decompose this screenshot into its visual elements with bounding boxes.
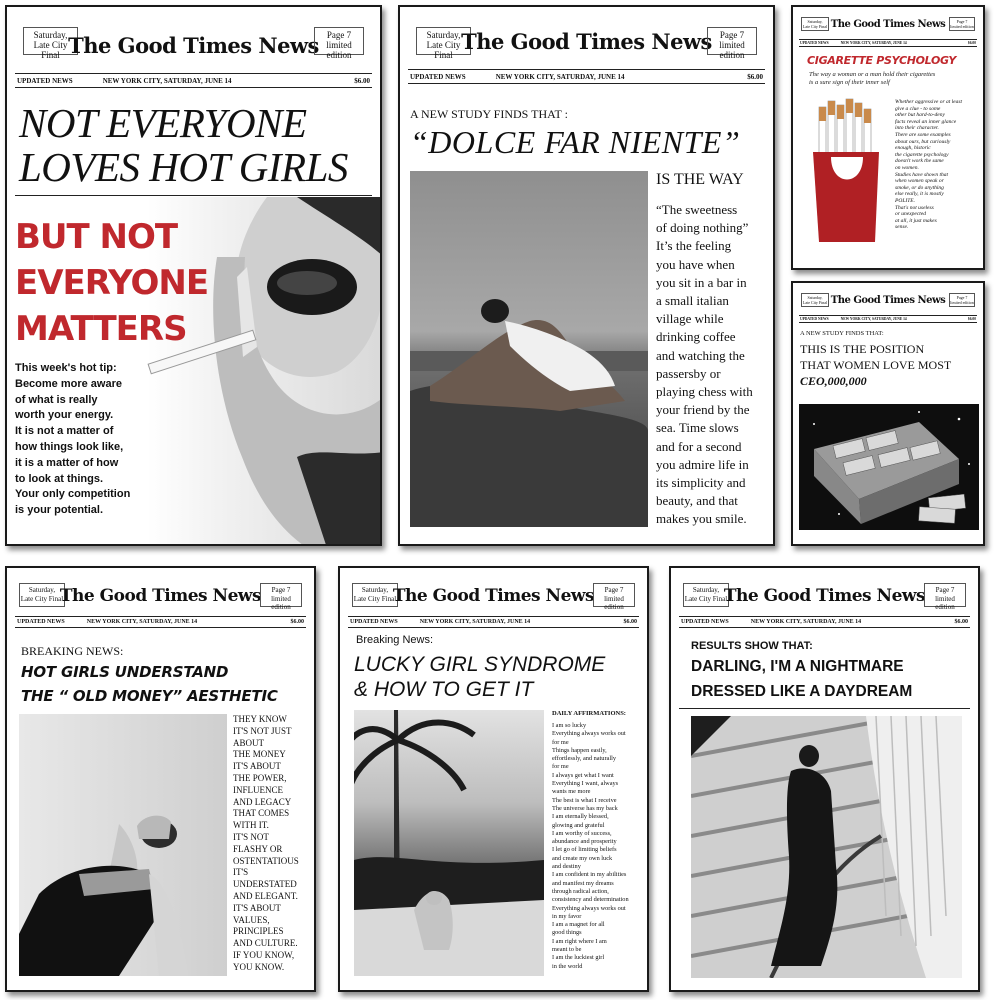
poster-dolce-far-niente — [398, 5, 775, 546]
body-line: UNDERSTATED — [233, 879, 297, 890]
affirmation-line: and create my own luck — [552, 854, 613, 862]
price-label: $6.00 — [954, 619, 968, 625]
body-line: FLASHY OR — [233, 843, 283, 854]
price-label: $6.00 — [354, 77, 370, 85]
body-line: AND CULTURE. — [233, 938, 298, 949]
body-line: VALUES, — [233, 914, 270, 925]
edition-day: Saturday, — [33, 30, 68, 40]
poster-lucky-girl — [338, 566, 649, 992]
affirmation-line: for me — [552, 738, 569, 746]
body-line: or unexpected — [895, 211, 926, 218]
affirmation-line: I am right where I am — [552, 937, 607, 945]
body-line: the cigarette psychology — [895, 151, 949, 158]
body-line: doesn't work the same — [895, 158, 944, 165]
page-box — [707, 27, 757, 60]
affirmation-line: in my favor — [552, 912, 582, 920]
beach-illustration — [410, 171, 648, 527]
body-line: THE POWER, — [233, 772, 287, 783]
body-line: its simplicity and — [656, 475, 746, 491]
red-line-3: MATTERS — [15, 309, 187, 349]
affirmation-line: for me — [552, 763, 569, 771]
body-line: when women speak or — [895, 178, 944, 185]
newspaper-title: The Good Times News — [59, 586, 262, 606]
edition-limited: limited edition — [271, 594, 291, 611]
edition-day: Saturday, — [426, 30, 461, 40]
affirmation-line: I am so lucky — [552, 722, 587, 729]
body-line: That's not useless — [895, 204, 934, 211]
newspaper-title: The Good Times News — [723, 586, 926, 606]
body-line: a small italian — [656, 293, 729, 309]
kicker: A NEW STUDY FINDS THAT: — [800, 330, 884, 337]
affirmation-line: The universe has my back — [552, 804, 618, 812]
page-number: Page 7 — [935, 586, 955, 594]
body-line: Studies have shown that — [895, 171, 949, 178]
masthead — [793, 283, 983, 325]
edition-label: Late City Final — [684, 594, 728, 603]
dateline — [15, 73, 372, 88]
body-line: enough, historic — [895, 145, 931, 152]
body-line: beauty, and that — [656, 493, 738, 509]
body-line: drinking coffee — [656, 329, 736, 345]
edition-day: Saturday, — [807, 295, 823, 300]
headline-line-1: NOT EVERYONE — [19, 100, 307, 146]
date-label: NEW YORK CITY, SATURDAY, JUNE 14 — [840, 317, 907, 321]
affirmations-title: DAILY AFFIRMATIONS: — [552, 710, 626, 717]
tip-line: it is a matter of how — [15, 456, 119, 469]
headline: “DOLCE FAR NIENTE” — [410, 124, 741, 160]
headline-line-3: CEO,000,000 — [800, 374, 867, 388]
headline — [354, 652, 605, 702]
body-line: and for a second — [656, 438, 742, 454]
body-line: AND ELEGANT. — [233, 890, 298, 901]
body-line: THEY KNOW — [233, 714, 287, 724]
page-box — [949, 17, 975, 31]
headline — [19, 101, 348, 189]
updated-label: UPDATED NEWS — [681, 619, 729, 625]
tip-line: of what is really — [15, 393, 98, 406]
body-line: IT'S ABOUT — [233, 902, 281, 913]
updated-label: UPDATED NEWS — [17, 77, 73, 85]
page-number: Page 7 — [719, 30, 745, 40]
headline-line-1: HOT GIRLS UNDERSTAND — [21, 663, 229, 681]
updated-label: UPDATED NEWS — [410, 73, 466, 81]
headline: CIGARETTE PSYCHOLOGY — [807, 54, 956, 67]
body-line: passersby or — [656, 365, 721, 381]
body-line: ABOUT — [233, 737, 264, 748]
body-line: of doing nothing” — [656, 220, 749, 236]
masthead — [671, 568, 978, 634]
price-label: $6.00 — [290, 619, 304, 625]
masthead — [340, 568, 647, 634]
page-number: Page 7 — [271, 586, 291, 594]
red-line-1: BUT NOT — [15, 217, 178, 257]
affirmation-line: Everything always works out — [552, 904, 626, 912]
money-briefcase-photo — [799, 404, 979, 530]
body-line: IT'S NOT JUST — [233, 725, 292, 736]
kicker: BREAKING NEWS: — [21, 644, 124, 658]
affirmation-line: I am eternally blessed, — [552, 813, 609, 821]
body-line: OSTENTATIOUS — [233, 855, 299, 866]
body-line: village while — [656, 311, 724, 327]
headline-line-2: THE “ OLD MONEY” AESTHETIC — [21, 687, 278, 705]
price-label: $6.00 — [623, 619, 637, 625]
body-line: IT'S — [233, 867, 249, 878]
body-line: AND LEGACY — [233, 796, 292, 807]
affirmation-line: I am confident in my abilities — [552, 871, 627, 879]
body-line: you have when — [656, 256, 735, 272]
body-line: YOU KNOW. — [233, 961, 285, 972]
updated-label: UPDATED NEWS — [800, 317, 829, 321]
headline-line-1: DARLING, I'M A NIGHTMARE — [691, 658, 904, 675]
kicker: RESULTS SHOW THAT: — [691, 640, 813, 652]
newspaper-title: The Good Times News — [392, 586, 595, 606]
newspaper-title: The Good Times News — [830, 19, 946, 30]
updated-label: UPDATED NEWS — [800, 41, 829, 45]
tropical-girl-photo — [354, 710, 544, 976]
portrait-illustration — [19, 714, 227, 976]
body-line: you admire life in — [656, 456, 749, 472]
cigarette-pack-photo — [809, 97, 885, 247]
dateline — [679, 616, 970, 628]
deck-line: The way a woman or a man hold their cigarettes — [809, 71, 936, 78]
affirmations-list — [552, 722, 648, 971]
headline — [800, 341, 951, 389]
body-line: THAT COMES — [233, 808, 290, 819]
body-line: WITH IT. — [233, 820, 269, 831]
affirmation-line: and manifest my dreams — [552, 879, 614, 887]
tip-line: to look at things. — [15, 472, 103, 485]
body-line: playing chess with — [656, 384, 753, 400]
affirmation-line: I am the luckiest girl — [552, 954, 605, 962]
body-line: There are some examples — [895, 131, 951, 138]
poster-old-money — [5, 566, 316, 992]
edition-limited: limited edition — [326, 40, 352, 60]
deck — [809, 71, 935, 87]
dateline — [15, 616, 306, 628]
dateline — [348, 616, 639, 628]
headline — [21, 660, 278, 708]
dateline — [799, 315, 977, 323]
affirmation-line: Things happen easily, — [552, 746, 607, 754]
affirmation-line: in the world — [552, 962, 583, 970]
staircase-woman-photo — [691, 716, 962, 978]
body-line: INFLUENCE — [233, 784, 283, 795]
page-number: Page 7 — [326, 30, 352, 40]
headline-line-2: LOVES HOT GIRLS — [19, 144, 348, 190]
date-label: NEW YORK CITY, SATURDAY, JUNE 14 — [419, 619, 531, 625]
headline — [691, 654, 912, 704]
headline-line-2: & HOW TO GET IT — [354, 678, 534, 701]
edition-day: Saturday, — [361, 586, 389, 594]
updated-label: UPDATED NEWS — [17, 619, 65, 625]
page-number: Page 7 — [956, 295, 968, 300]
page-box — [949, 293, 975, 307]
page-number: Page 7 — [604, 586, 624, 594]
body-line: smoke, or do anything — [895, 184, 944, 191]
affirmation-line: and destiny — [552, 863, 581, 871]
date-label: NEW YORK CITY, SATURDAY, JUNE 14 — [750, 619, 862, 625]
edition-label: Late City Final — [802, 300, 828, 305]
poster-hot-girls — [5, 5, 382, 546]
red-headline — [15, 214, 208, 352]
body-line: sense. — [895, 224, 909, 231]
poster-nightmare-daydream — [669, 566, 980, 992]
affirmation-line: good things — [552, 929, 582, 937]
deck-line: is a sure sign of their inner self — [809, 79, 890, 86]
affirmation-line: wants me more — [552, 788, 591, 796]
headline-line-2: THAT WOMEN LOVE MOST — [800, 358, 952, 372]
tip-line: Become more aware — [15, 377, 122, 390]
dateline — [799, 39, 977, 47]
affirmation-line: I am worthy of success, — [552, 829, 612, 837]
body-line: else really, it is mostly — [895, 191, 944, 198]
masthead — [7, 568, 314, 634]
affirmation-line: consistency and determination — [552, 896, 629, 904]
edition-day: Saturday, — [692, 586, 720, 594]
body-text — [233, 714, 315, 974]
body-line: IT'S NOT — [233, 831, 269, 842]
edition-label: Late City Final — [802, 24, 828, 29]
woman-on-rock-photo — [410, 171, 648, 527]
tip-line: This week's hot tip: — [15, 362, 117, 374]
affirmation-line: I am a magnet for all — [552, 921, 605, 929]
affirmation-line: The best is what I receive — [552, 796, 617, 804]
headline-line-1: THIS IS THE POSITION — [800, 342, 925, 356]
body-line: other but hard-to-deny — [895, 112, 945, 119]
body-line: your friend by the — [656, 402, 750, 418]
poster-ceo — [791, 281, 985, 546]
date-label: NEW YORK CITY, SATURDAY, JUNE 14 — [102, 77, 232, 85]
body-line: sea. Time slows — [656, 420, 739, 436]
affirmation-line: abundance and prosperity — [552, 838, 617, 846]
tip-line: Your only competition — [15, 488, 131, 501]
tip-line: is your potential. — [15, 504, 104, 517]
affirmation-line: I let go of limiting beliefs — [552, 846, 617, 854]
palm-illustration — [354, 710, 544, 976]
red-line-2: EVERYONE — [15, 263, 209, 303]
body-text — [656, 201, 771, 529]
date-label: NEW YORK CITY, SATURDAY, JUNE 14 — [86, 619, 198, 625]
masthead — [793, 7, 983, 49]
affirmation-line: meant to be — [552, 946, 582, 954]
poster-cigarette-psychology — [791, 5, 985, 270]
page-box — [924, 583, 966, 611]
headline-line-1: LUCKY GIRL SYNDROME — [354, 653, 606, 676]
divider — [15, 195, 372, 196]
edition-label: Late City Final — [20, 594, 64, 603]
affirmation-line: glowing and grateful — [552, 821, 605, 829]
body-line: Whether aggressive or at least — [895, 99, 963, 105]
affirmation-line: Everything always works out — [552, 730, 626, 738]
body-line: give a clue - to some — [895, 105, 941, 112]
edition-day: Saturday, — [28, 586, 56, 594]
hot-tip — [15, 361, 130, 519]
money-illustration — [799, 404, 979, 530]
body-line: you sit in a bar in — [656, 274, 747, 290]
tip-line: It is not a matter of — [15, 425, 114, 438]
page-box — [314, 27, 364, 60]
body-line: POLITE. — [895, 197, 916, 204]
affirmation-line: through radical action, — [552, 887, 609, 895]
body-line: and watching the — [656, 347, 745, 363]
subhead: IS THE WAY — [656, 171, 744, 188]
price-label: $6.00 — [747, 73, 763, 81]
newspaper-title: The Good Times News — [68, 33, 319, 58]
date-label: NEW YORK CITY, SATURDAY, JUNE 14 — [840, 41, 907, 45]
body-line: IT'S ABOUT — [233, 761, 281, 772]
masthead — [400, 7, 773, 97]
body-line: PRINCIPLES — [233, 926, 284, 937]
page-box — [260, 583, 302, 611]
dateline — [408, 69, 765, 84]
body-line: at all, it just makes — [895, 217, 937, 224]
cigarette-pack-illustration — [809, 97, 885, 247]
page-number: Page 7 — [956, 19, 968, 24]
body-text — [895, 99, 981, 231]
edition-label: Late City Final — [33, 40, 68, 60]
body-line: into their character. — [895, 125, 939, 132]
affirmation-line: I always get what I want — [552, 771, 614, 779]
edition-limited: limited edition — [719, 40, 745, 60]
price-label: $6.00 — [967, 41, 976, 45]
date-label: NEW YORK CITY, SATURDAY, JUNE 14 — [495, 73, 625, 81]
tip-line: worth your energy. — [15, 409, 114, 422]
edition-label: Late City Final — [426, 40, 461, 60]
tip-line: how things look like, — [15, 440, 124, 453]
edition-label: Late City Final — [353, 594, 397, 603]
headline-line-2: DRESSED LIKE A DAYDREAM — [691, 683, 913, 700]
newspaper-title: The Good Times News — [830, 295, 946, 306]
edition-limited: limited edition — [935, 594, 955, 611]
newspaper-title: The Good Times News — [461, 29, 712, 54]
page-box — [593, 583, 635, 611]
edition-limited: limited edition — [950, 24, 974, 29]
masthead — [7, 7, 380, 97]
body-line: on women. — [895, 164, 919, 171]
affirmation-line: effortlessly, and naturally — [552, 755, 616, 763]
body-line: makes you smile. — [656, 511, 747, 527]
kicker: Breaking News: — [356, 634, 434, 646]
staircase-illustration — [691, 716, 962, 978]
woman-black-dress-photo — [19, 714, 227, 976]
edition-limited: limited edition — [604, 594, 624, 611]
affirmation-line: Everything I want, always — [552, 780, 619, 788]
price-label: $6.00 — [967, 317, 976, 321]
body-line: It’s the feeling — [656, 238, 732, 254]
body-line: THE MONEY — [233, 749, 286, 760]
updated-label: UPDATED NEWS — [350, 619, 398, 625]
edition-day: Saturday, — [807, 19, 823, 24]
body-line: IF YOU KNOW, — [233, 949, 295, 960]
body-line: about ours, but curiously — [895, 138, 951, 145]
divider — [679, 708, 970, 709]
body-line: “The sweetness — [656, 202, 738, 217]
body-line: facts reveal an inner glance — [895, 118, 957, 125]
edition-limited: limited edition — [950, 300, 974, 305]
kicker: A NEW STUDY FINDS THAT : — [410, 107, 568, 121]
